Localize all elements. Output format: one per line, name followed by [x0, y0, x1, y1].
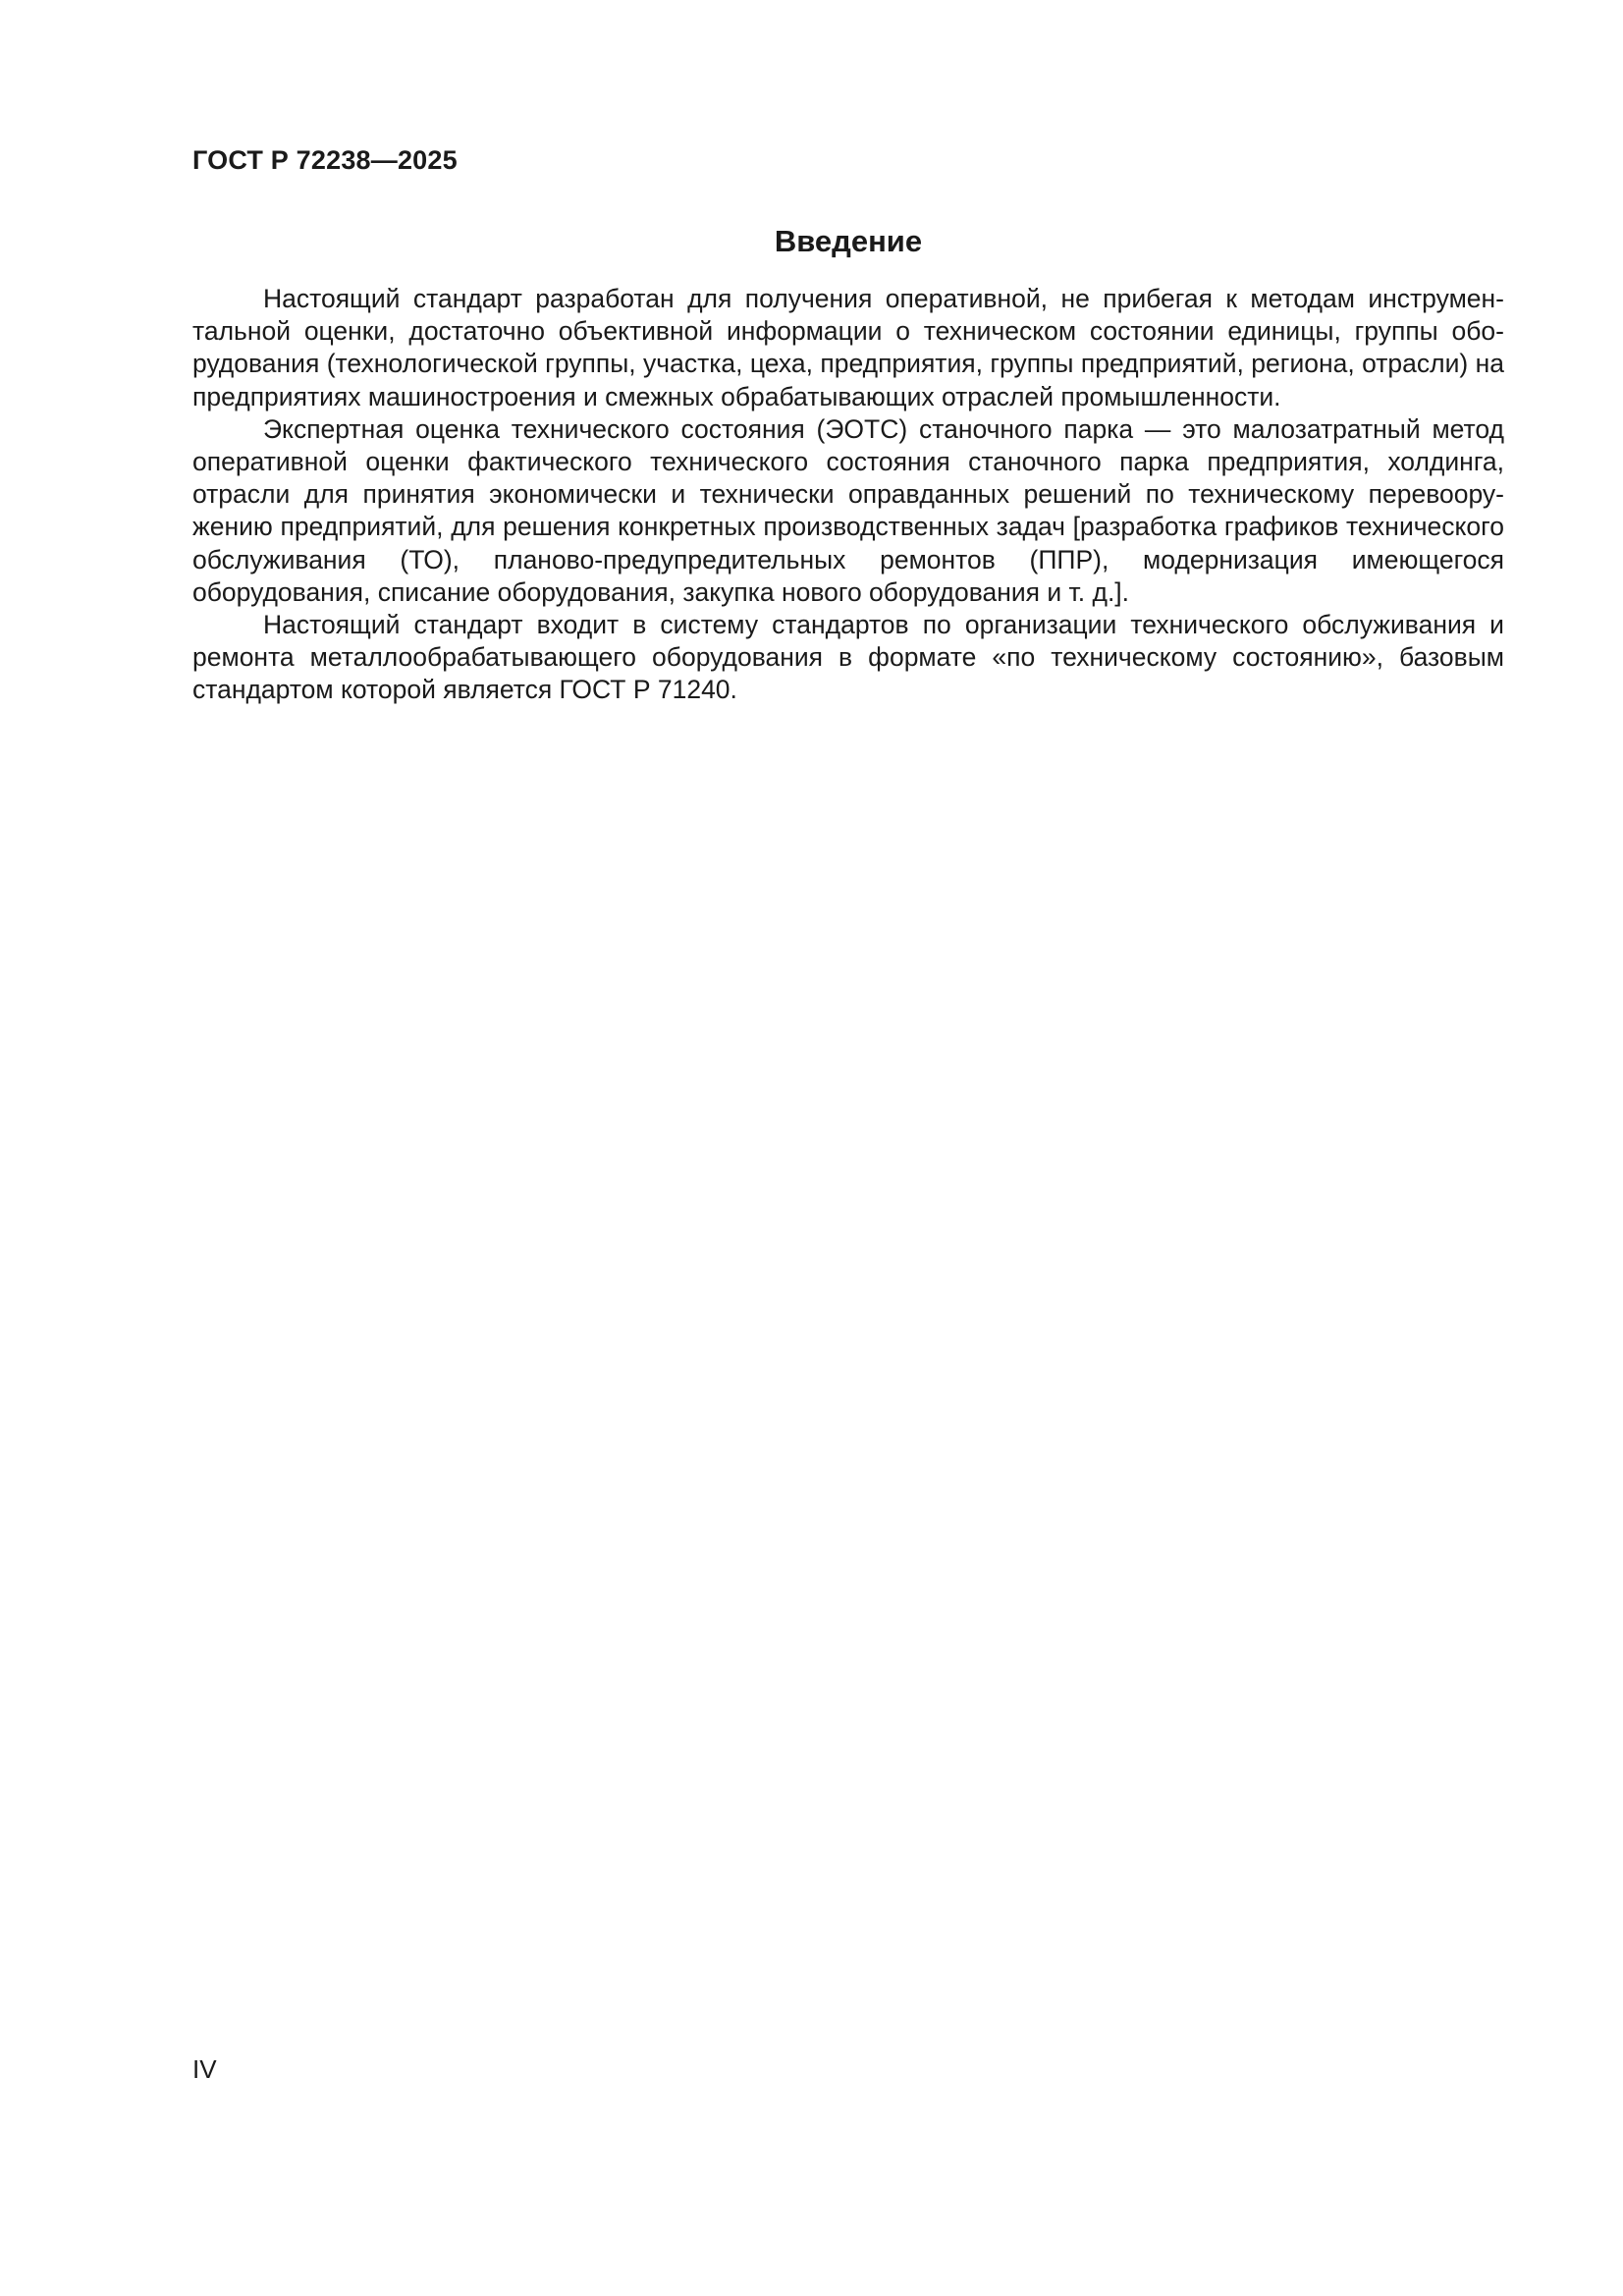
document-code: ГОСТ Р 72238—2025	[192, 145, 458, 175]
paragraph-1: Настоящий стандарт разработан для получения оперативной, не прибегая к методам инструментальной оценки, достаточно объективной информации о техническом состоянии единицы, группы оборудования (технологической группы, участка, цеха, предприятия, группы предприятий, региона, отрасли) на предприятиях машиностроения и смежных обрабатывающих отраслей промышленности.	[192, 284, 1504, 411]
section-body	[192, 283, 1504, 707]
page-number: IV	[192, 2054, 217, 2084]
section-title: Введение	[774, 224, 923, 258]
paragraph-3: Настоящий стандарт входит в систему стандартов по организации технического обслуживания и ремонта металлообрабатывающего оборудования в формате «по техническому состоянию», базовым стандартом которой является ГОСТ Р 71240.	[192, 610, 1504, 705]
paragraph-2: Экспертная оценка технического состояния (ЭОТС) станочного парка — это малозатратный метод оперативной оценки фактического технического состояния станочного парка предприятия, холдинга, отрасли для принятия экономически и технически оправданных решений по техническому перевооружению предприятий, для решения конкретных производственных задач [разработка графиков технического обслуживания (ТО), планово-предупредительных ремонтов (ППР), модернизация имеющегося оборудования, списание оборудования, закупка нового оборудования и т. д.].	[192, 413, 1504, 607]
